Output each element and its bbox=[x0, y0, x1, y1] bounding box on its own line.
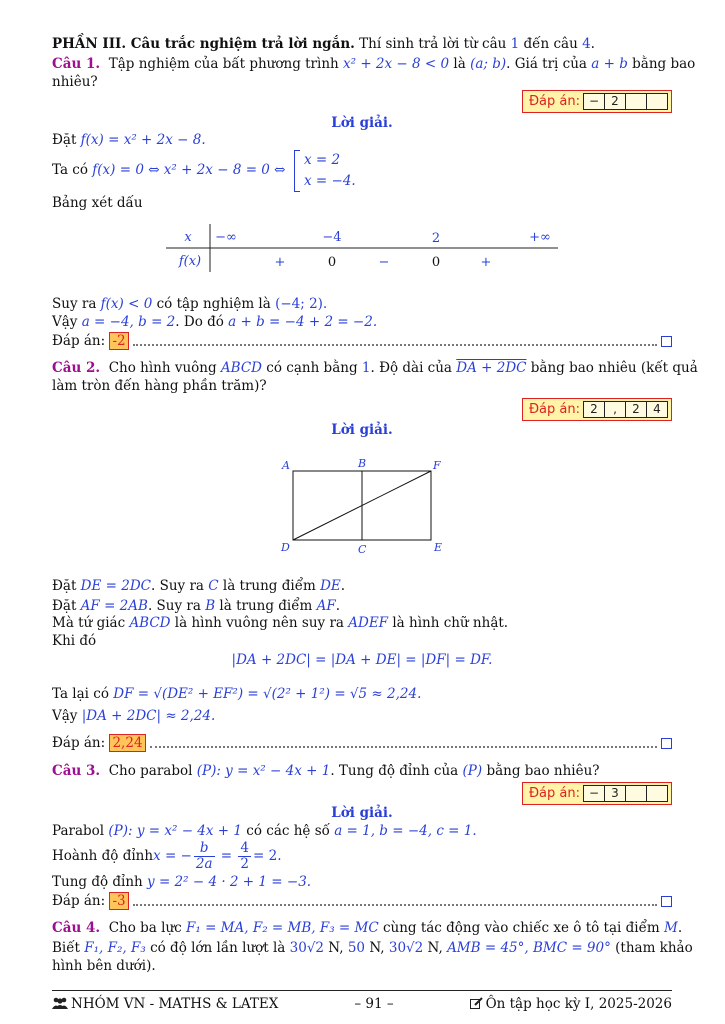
q2-text-line1: Câu 2. Cho hình vuông ABCD có cạnh bằng 1. Độ dài của DA + 2DC bằng bao nhiêu (kết quả bbox=[52, 360, 698, 376]
q2-label: Câu 2. bbox=[52, 360, 101, 376]
q1-final-answer: -2 bbox=[109, 332, 128, 350]
q1-case1: x = 2 bbox=[304, 152, 341, 168]
point-label-c: C bbox=[358, 543, 367, 556]
group-icon bbox=[52, 997, 68, 1009]
footer-left bbox=[52, 996, 278, 1012]
footer-group-name: NHÓM VN - MATHS & LATEX bbox=[71, 996, 279, 1012]
page-number: – 91 – bbox=[354, 996, 394, 1012]
q4-text-line2: Biết F₁, F₂, F₃ có độ lớn lần lượt là 30√2 N, 50 N, 30√2 N, AMB = 45°, BMC = 90° (tham khảo bbox=[52, 940, 693, 956]
sign-table-sign: + bbox=[274, 255, 286, 270]
part-heading: PHẦN III. Câu trắc nghiệm trả lời ngắn. Thí sinh trả lời từ câu 1 đến câu 4. bbox=[52, 36, 595, 52]
dot-leader bbox=[150, 738, 657, 748]
fraction-b-over-2a: $\frac{b}{2a}$ bbox=[195, 840, 213, 872]
sign-table-zero: 0 bbox=[327, 255, 337, 270]
q1-sign-table-caption: Bảng xét dấu bbox=[52, 195, 143, 211]
q3-sol-line2: Hoành độ đỉnh x = − $\frac{b}{2a}$ = $\frac{4}{2}$ = 2. bbox=[52, 840, 282, 872]
q2-final-answer-line: Đáp án: 2,24 bbox=[52, 734, 672, 752]
answer-cell: 2 bbox=[625, 401, 647, 418]
point-label-e: E bbox=[434, 541, 443, 554]
point-label-b: B bbox=[358, 457, 367, 470]
q1-solution-title: Lời giải. bbox=[331, 115, 393, 131]
answer-cell bbox=[646, 785, 668, 802]
q1-answer-box: Đáp án: − 2 bbox=[522, 90, 672, 113]
q1-case2: x = −4. bbox=[304, 173, 356, 189]
q2-sol-line2: Đặt AF = 2AB. Suy ra B là trung điểm AF. bbox=[52, 598, 341, 614]
sign-table-fx-label: f(x) bbox=[178, 254, 202, 269]
q2-sol-line3: Mà tứ giác ABCD là hình vuông nên suy ra ADEF là hình chữ nhật. bbox=[52, 615, 509, 631]
q2-sol-line6: Vậy |DA + 2DC| ≈ 2,24. bbox=[52, 708, 216, 724]
sign-table-x-label: x bbox=[184, 230, 192, 245]
q3-sol-line3: Tung độ đỉnh y = 2² − 4 · 2 + 1 = −3. bbox=[52, 874, 312, 890]
point-label-a: A bbox=[282, 459, 290, 472]
sign-table-sign: + bbox=[480, 255, 492, 270]
q2-answer-box: Đáp án: 2 , 2 4 bbox=[522, 398, 672, 421]
qed-box-icon bbox=[661, 336, 672, 347]
answer-cell bbox=[646, 93, 668, 110]
q4-label: Câu 4. bbox=[52, 920, 101, 936]
sign-table-zero: 0 bbox=[431, 255, 441, 270]
q2-answer-cells bbox=[584, 401, 668, 418]
q3-answer-box: Đáp án: − 3 bbox=[522, 782, 672, 805]
q3-sol-line1: Parabol (P): y = x² − 4x + 1 có các hệ số a = 1, b = −4, c = 1. bbox=[52, 823, 477, 839]
dot-leader bbox=[133, 336, 657, 346]
sign-table-x-value: +∞ bbox=[529, 230, 551, 245]
q3-final-answer-line: Đáp án: -3 bbox=[52, 892, 672, 910]
q1-sol-line2: Ta có f(x) = 0 ⇔ x² + 2x − 8 = 0 ⇔ bbox=[52, 162, 286, 178]
q1-label: Câu 1. bbox=[52, 56, 101, 72]
sign-table bbox=[166, 224, 558, 274]
rectangle-figure bbox=[278, 456, 448, 558]
dot-leader bbox=[133, 896, 657, 906]
sign-table-x-value: 2 bbox=[431, 231, 441, 246]
footer-right bbox=[470, 996, 672, 1012]
q2-sol-line4: Khi đó bbox=[52, 633, 97, 649]
q1-sol-line4: Suy ra f(x) < 0 có tập nghiệm là (−4; 2). bbox=[52, 296, 328, 312]
qed-box-icon bbox=[661, 896, 672, 907]
sign-table-x-value: −∞ bbox=[215, 230, 237, 245]
answer-cell: − bbox=[583, 93, 605, 110]
answer-cell: 3 bbox=[604, 785, 626, 802]
sign-table-x-value: −4 bbox=[322, 230, 342, 245]
answer-cell: 2 bbox=[604, 93, 626, 110]
q1-answer-cells bbox=[584, 93, 668, 110]
fraction-4-over-2: $\frac{4}{2}$ bbox=[240, 840, 250, 872]
q2-displayed-equation: |DA + 2DC| = |DA + DE| = |DF| = DF. bbox=[231, 652, 493, 668]
part-title: PHẦN III. Câu trắc nghiệm trả lời ngắn. bbox=[52, 36, 355, 52]
q2-final-answer: 2,24 bbox=[109, 734, 145, 752]
q3-label: Câu 3. bbox=[52, 763, 101, 779]
q3-text-line1: Câu 3. Cho parabol (P): y = x² − 4x + 1. Tung độ đỉnh của (P) bằng bao nhiêu? bbox=[52, 763, 600, 779]
answer-cell: 2 bbox=[583, 401, 605, 418]
q1-final-answer-line: Đáp án: -2 bbox=[52, 332, 672, 350]
q3-solution-title: Lời giải. bbox=[331, 805, 393, 821]
answer-cell: , bbox=[604, 401, 626, 418]
q3-final-answer: -3 bbox=[109, 892, 128, 910]
page-footer bbox=[52, 990, 672, 1012]
answer-cell: 4 bbox=[646, 401, 668, 418]
q2-sol-line1: Đặt DE = 2DC. Suy ra C là trung điểm DE. bbox=[52, 578, 346, 594]
answer-cell bbox=[625, 785, 647, 802]
sign-table-sign: − bbox=[378, 255, 390, 270]
q4-text-line1: Câu 4. Cho ba lực F₁ = MA, F₂ = MB, F₃ = MC cùng tác động vào chiếc xe ô tô tại điểm M. bbox=[52, 920, 683, 936]
point-label-d: D bbox=[281, 541, 290, 554]
q3-answer-cells bbox=[584, 785, 668, 802]
answer-cell bbox=[625, 93, 647, 110]
q4-text-line3: hình bên dưới). bbox=[52, 958, 156, 974]
q1-sol-line5: Vậy a = −4, b = 2. Do đó a + b = −4 + 2 = −2. bbox=[52, 314, 378, 330]
footer-course-title: Ôn tập học kỳ I, 2025-2026 bbox=[485, 996, 672, 1012]
qed-box-icon bbox=[661, 738, 672, 749]
point-label-f: F bbox=[433, 459, 441, 472]
q2-text-line2: làm tròn đến hàng phần trăm)? bbox=[52, 378, 267, 394]
edit-icon bbox=[470, 997, 483, 1009]
q1-text-line1: Câu 1. Tập nghiệm của bất phương trình x² + 2x − 8 < 0 là (a; b). Giá trị của a + b bằng bao bbox=[52, 56, 696, 72]
q1-sol-line1: Đặt f(x) = x² + 2x − 8. bbox=[52, 132, 206, 148]
q2-solution-title: Lời giải. bbox=[331, 422, 393, 438]
q2-sol-line5: Ta lại có DF = √(DE² + EF²) = √(2² + 1²) = √5 ≈ 2,24. bbox=[52, 686, 422, 702]
q1-text-line2: nhiêu? bbox=[52, 74, 98, 90]
answer-cell: − bbox=[583, 785, 605, 802]
case-bracket bbox=[294, 150, 300, 192]
